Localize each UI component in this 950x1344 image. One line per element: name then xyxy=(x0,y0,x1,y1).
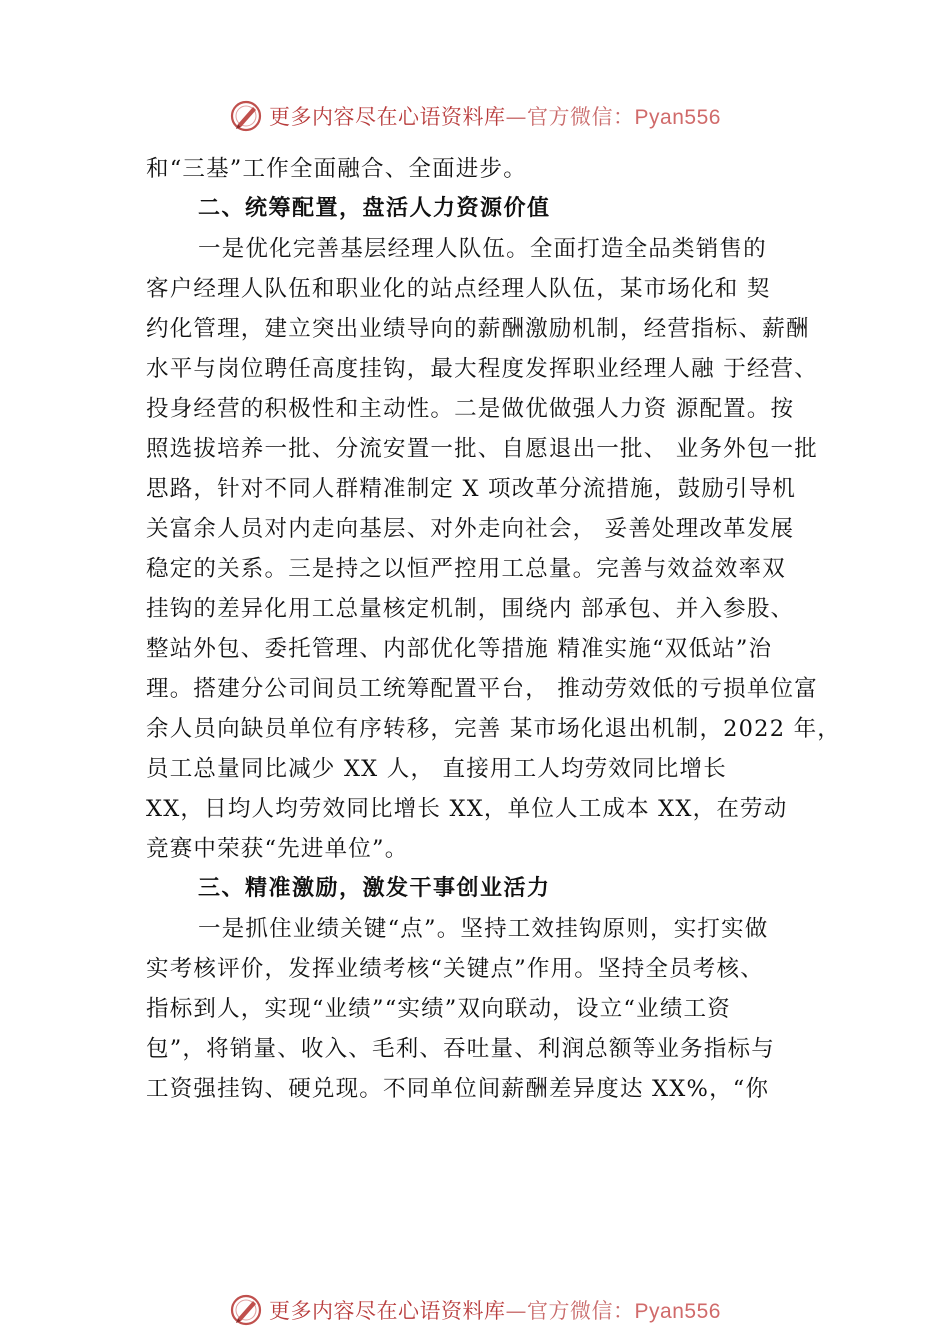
paragraph-line: XX，日均人均劳效同比增长 XX，单位人工成本 XX，在劳动 xyxy=(146,796,788,822)
paragraph-line: 竞赛中荣获“先进单位”。 xyxy=(146,836,409,862)
paragraph-line: 理。搭建分公司间员工统筹配置平台， 推动劳效低的亏损单位富 xyxy=(146,676,818,702)
header-watermark xyxy=(0,96,950,136)
paragraph-line: 照选拔培养一批、分流安置一批、自愿退出一批、 业务外包一批 xyxy=(146,436,818,462)
paragraph-line: 员工总量同比减少 XX 人， 直接用工人均劳效同比增长 xyxy=(146,756,727,782)
paragraph-line: 实考核评价，发挥业绩考核“关键点”作用。坚持全员考核、 xyxy=(146,956,764,982)
paragraph-line: 工资强挂钩、硬兑现。不同单位间薪酬差异度达 XX%，“你 xyxy=(146,1076,770,1102)
paragraph-line: 水平与岗位聘任高度挂钩，最大程度发挥职业经理人融 于经营、 xyxy=(146,356,818,382)
paragraph-line: 客户经理人队伍和职业化的站点经理人队伍，某市场化和 契 xyxy=(146,276,771,302)
paragraph-line: 稳定的关系。三是持之以恒严控用工总量。完善与效益效率双 xyxy=(146,556,786,582)
watermark-text: 更多内容尽在心语资料库—官方微信：Pyan556 xyxy=(269,1299,721,1323)
paragraph-line: 投身经营的积极性和主动性。二是做优做强人力资 源配置。按 xyxy=(146,396,795,422)
paragraph-line: 挂钩的差异化用工总量核定机制，围绕内 部承包、并入参股、 xyxy=(146,596,795,622)
paragraph-line: 一是抓住业绩关键“点”。坚持工效挂钩原则，实打实做 xyxy=(198,916,769,942)
paragraph-line: 思路，针对不同人群精准制定 X 项改革分流措施，鼓励引导机 xyxy=(146,476,797,502)
paragraph-line: 和“三基”工作全面融合、全面进步。 xyxy=(146,156,527,182)
document-body xyxy=(146,149,846,1109)
footer-watermark xyxy=(0,1290,950,1330)
paragraph-line: 约化管理，建立突出业绩导向的薪酬激励机制，经营指标、薪酬 xyxy=(146,316,810,342)
paragraph-line: 一是优化完善基层经理人队伍。全面打造全品类销售的 xyxy=(198,236,767,262)
watermark-text: 更多内容尽在心语资料库—官方微信：Pyan556 xyxy=(269,105,721,129)
pen-seal-logo-icon xyxy=(229,99,263,133)
section-heading-2: 二、统筹配置，盘活人力资源价值 xyxy=(198,196,551,221)
paragraph-line: 整站外包、委托管理、内部优化等措施 精准实施“双低站”治 xyxy=(146,636,773,662)
paragraph-line: 关富余人员对内走向基层、对外走向社会， 妥善处理改革发展 xyxy=(146,516,795,542)
section-heading-3: 三、精准激励，激发干事创业活力 xyxy=(198,876,551,901)
paragraph-line: 余人员向缺员单位有序转移，完善 某市场化退出机制，2022 年， xyxy=(146,716,841,742)
paragraph-line: 包”，将销量、收入、毛利、吞吐量、利润总额等业务指标与 xyxy=(146,1036,775,1062)
paragraph-line: 指标到人，实现“业绩”“实绩”双向联动，设立“业绩工资 xyxy=(146,996,731,1022)
pen-seal-logo-icon xyxy=(229,1293,263,1327)
